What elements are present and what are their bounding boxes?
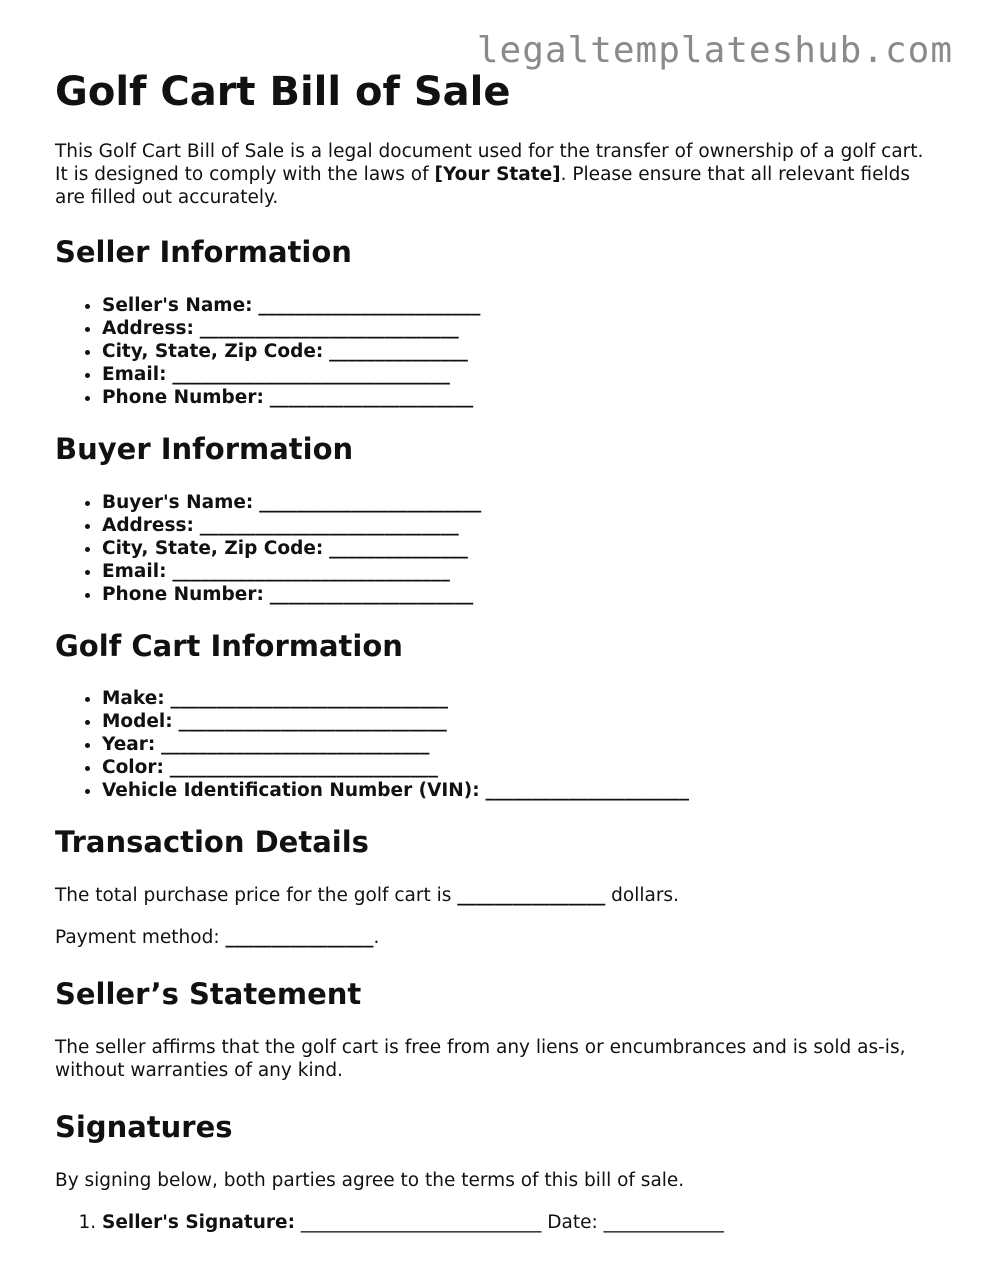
intro-text-after: . Please ensure that all relevant fields are filled out accurately. (55, 164, 910, 208)
signatures-text: By signing below, both parties agree to the terms of this bill of sale. (55, 1169, 685, 1191)
payment-text: Payment method: (55, 927, 226, 949)
field-label: Year: (102, 734, 156, 756)
signature-list (55, 1211, 935, 1234)
field-label: Buyer's Name: (102, 491, 254, 513)
field-blank[interactable]: _____________________________ (161, 734, 430, 756)
field-blank[interactable]: ______________________ (485, 780, 690, 802)
cart-year-field (102, 733, 935, 756)
statement-text: The seller affirms that the golf cart is free from any liens or encumbrances and is sold as-is, without warranties of any kind. (55, 1036, 906, 1081)
payment-blank[interactable]: ________________ (225, 927, 374, 949)
intro-paragraph (55, 140, 935, 209)
field-blank[interactable]: ______________________________ (170, 688, 449, 710)
field-blank[interactable]: _______________ (329, 340, 468, 362)
cart-make-field (102, 687, 935, 710)
signature-label: Seller's Signature: (102, 1211, 295, 1233)
price-text: The total purchase price for the golf cart is (55, 885, 458, 907)
signatures-heading: Signatures (55, 1109, 233, 1144)
field-blank[interactable]: ______________________________ (172, 560, 450, 582)
field-label: Phone Number: (102, 386, 264, 408)
cart-model-field (102, 710, 935, 733)
buyer-address-field (102, 514, 935, 537)
field-label: Model: (102, 711, 173, 733)
buyer-fields (55, 491, 935, 606)
field-label: Email: (102, 560, 167, 582)
field-blank[interactable]: ______________________ (269, 583, 474, 605)
buyer-city-field (102, 537, 935, 560)
buyer-heading: Buyer Information (55, 431, 354, 466)
seller-email-field (102, 363, 935, 386)
intro-text-before: This Golf Cart Bill of Sale is a legal document used for the transfer of ownership of a golf cart. It is designed to comply with the laws of (55, 141, 924, 185)
field-blank[interactable]: _____________________________ (178, 711, 447, 733)
seller-name-field (102, 294, 935, 317)
cart-color-field (102, 756, 935, 779)
seller-city-field (102, 340, 935, 363)
field-label: Color: (102, 757, 164, 779)
cart-vin-field (102, 779, 935, 802)
field-label: Address: (102, 317, 194, 339)
buyer-name-field (102, 491, 935, 514)
field-blank[interactable]: _______________ (329, 537, 468, 559)
field-blank[interactable]: ________________________ (259, 491, 482, 513)
field-label: Make: (102, 688, 165, 710)
signature-blank[interactable]: __________________________ (300, 1211, 542, 1233)
price-paragraph (55, 884, 935, 907)
field-label: City, State, Zip Code: (102, 537, 324, 559)
field-blank[interactable]: ____________________________ (199, 514, 459, 536)
payment-suffix: . (373, 927, 380, 949)
seller-phone-field (102, 386, 935, 409)
buyer-phone-field (102, 583, 935, 606)
cart-heading: Golf Cart Information (55, 628, 403, 663)
seller-fields (55, 294, 935, 409)
watermark: legaltemplateshub.com (476, 30, 953, 71)
field-blank[interactable]: ______________________________ (172, 363, 450, 385)
price-suffix: dollars. (605, 885, 679, 907)
transaction-heading: Transaction Details (55, 825, 369, 860)
state-placeholder: [Your State] (434, 164, 561, 185)
payment-paragraph (55, 926, 935, 949)
date-blank[interactable]: _____________ (603, 1211, 724, 1233)
field-blank[interactable]: ____________________________ (199, 317, 459, 339)
date-label: Date: (547, 1211, 598, 1233)
field-label: Address: (102, 514, 194, 536)
field-blank[interactable]: ______________________ (269, 386, 474, 408)
seller-address-field (102, 317, 935, 340)
field-blank[interactable]: ________________________ (258, 294, 481, 316)
field-label: Seller's Name: (102, 294, 253, 316)
field-label: Email: (102, 363, 167, 385)
page-title: Golf Cart Bill of Sale (55, 69, 511, 115)
field-label: Vehicle Identification Number (VIN): (102, 780, 480, 802)
field-label: City, State, Zip Code: (102, 340, 324, 362)
field-blank[interactable]: _____________________________ (169, 757, 438, 779)
field-label: Phone Number: (102, 583, 264, 605)
seller-signature-line (102, 1211, 935, 1234)
statement-heading: Seller’s Statement (55, 977, 362, 1012)
price-blank[interactable]: ________________ (457, 885, 606, 907)
document-page (55, 70, 935, 1234)
buyer-email-field (102, 560, 935, 583)
seller-heading: Seller Information (55, 235, 352, 269)
cart-fields (55, 687, 935, 802)
